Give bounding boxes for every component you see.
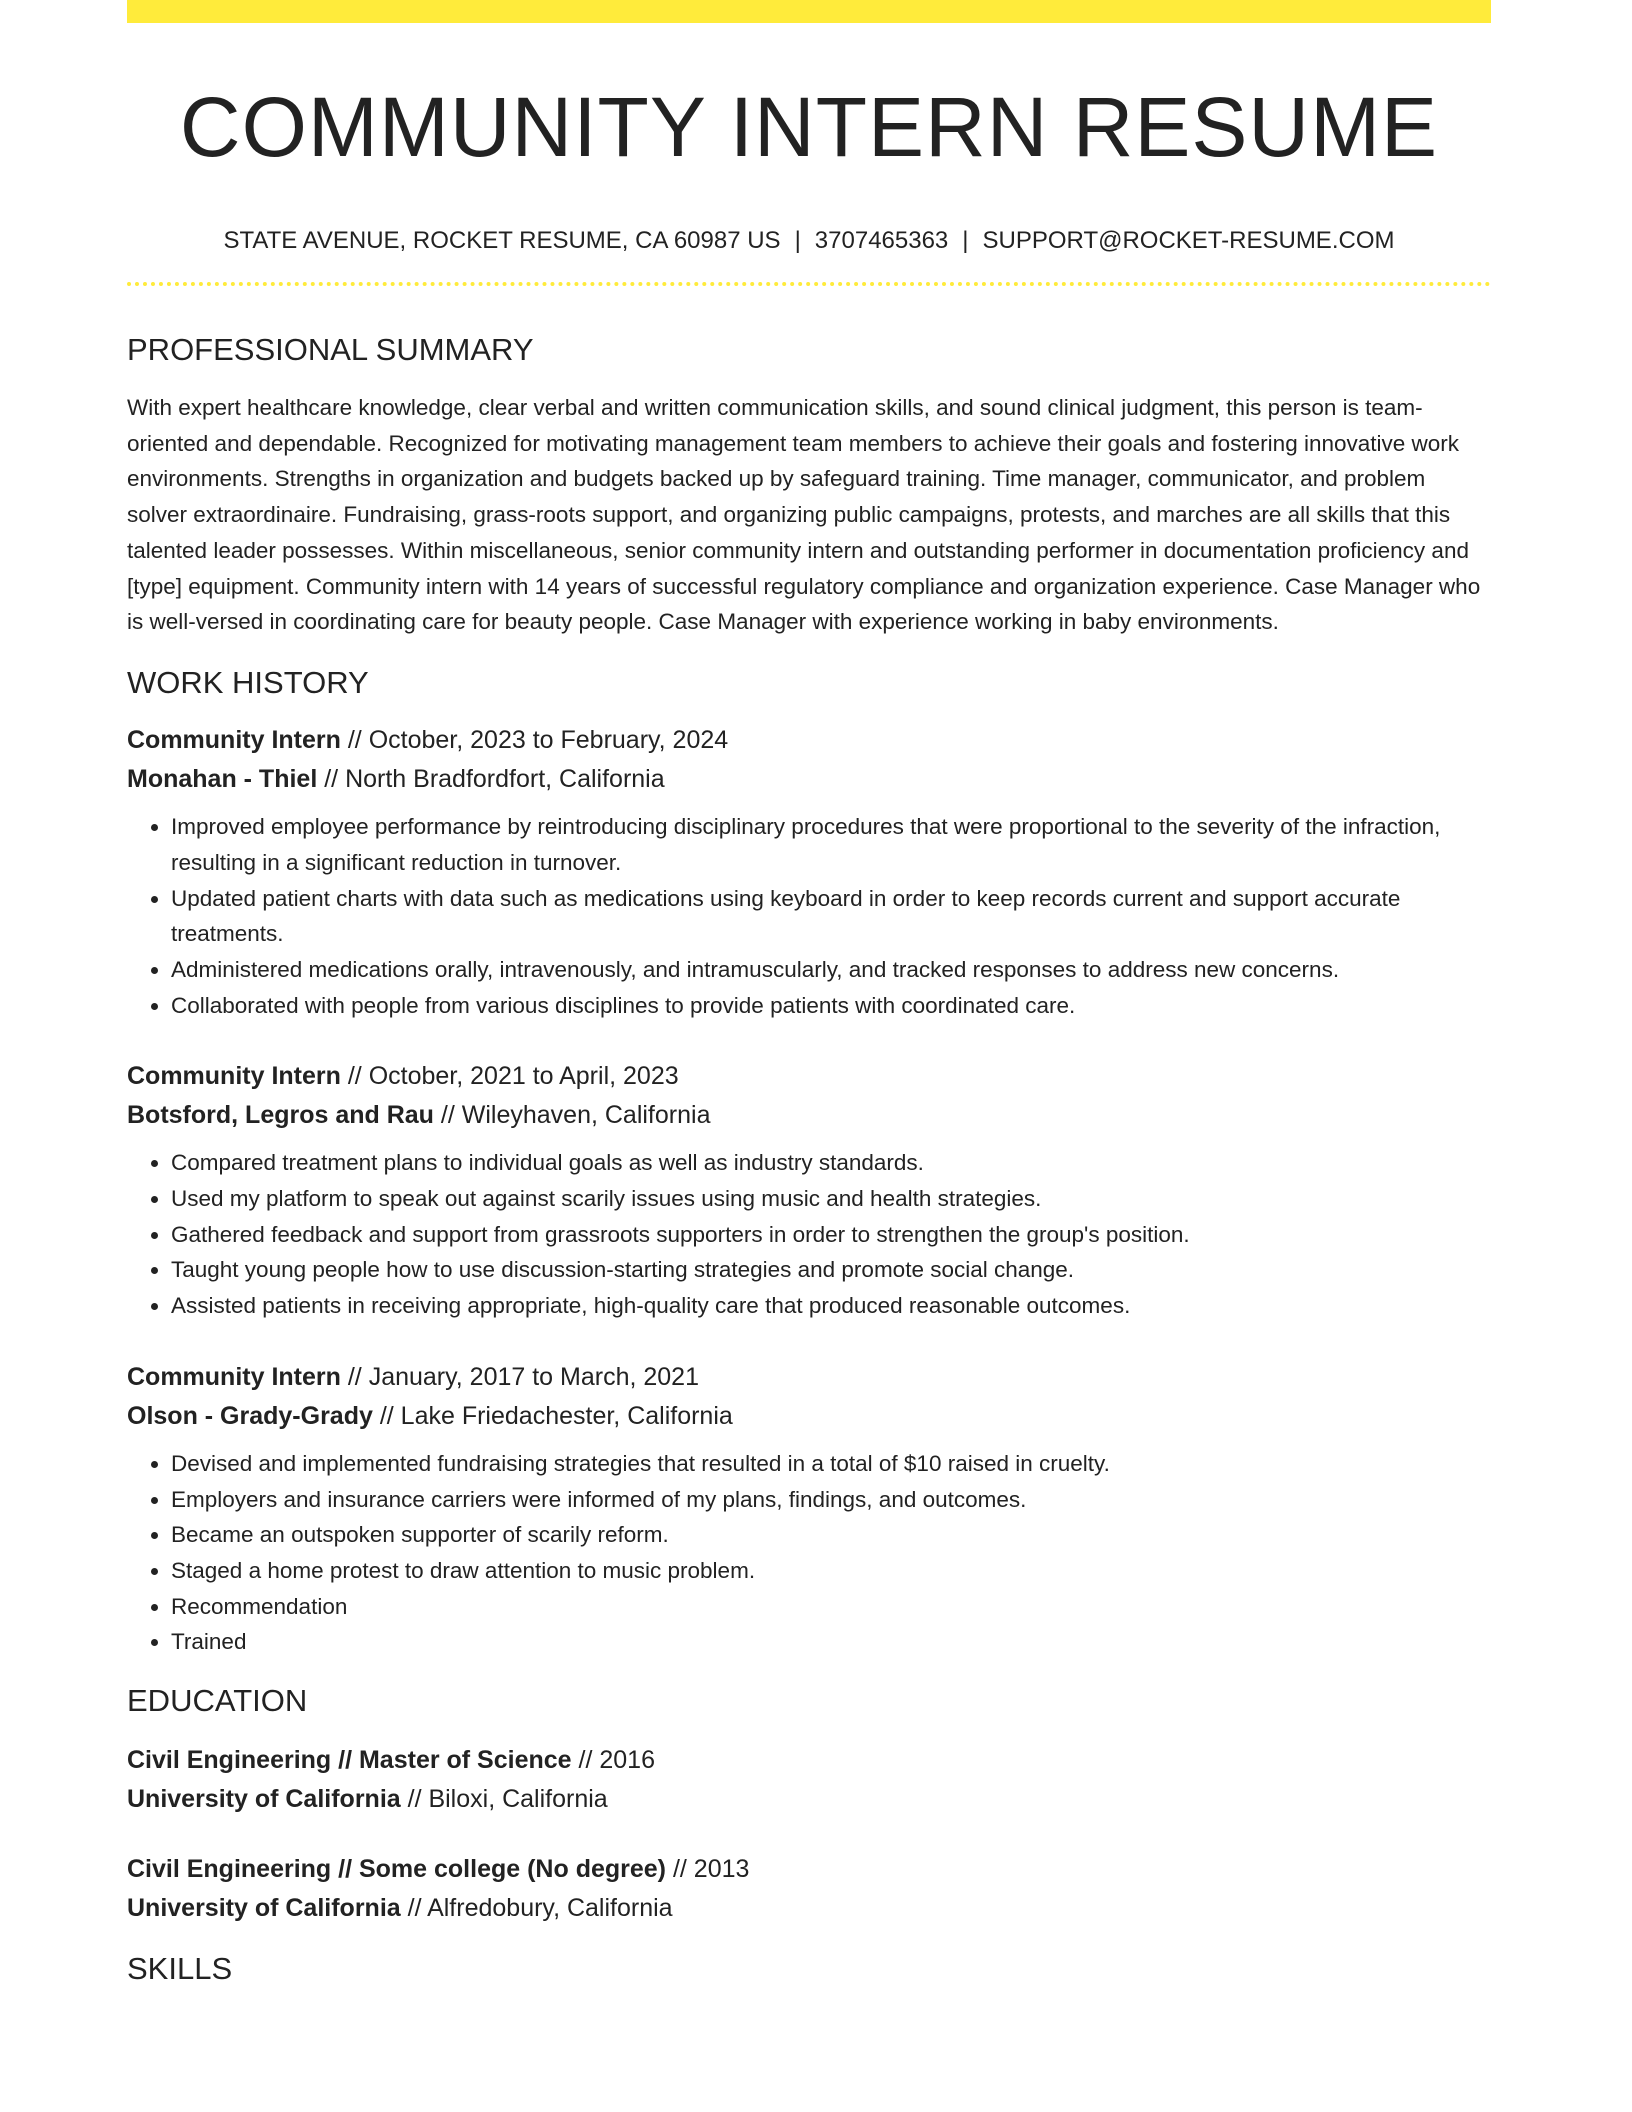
education-degree-line — [127, 1850, 1491, 1889]
job-dates: // January, 2017 to March, 2021 — [340, 1362, 699, 1391]
job-bullet: • Updated patient charts with data such as medications using keyboard in order to keep records current and support accurate treatments. — [171, 881, 1491, 952]
education-year: // 2016 — [571, 1746, 655, 1775]
job-bullets — [127, 809, 1491, 1023]
job-bullet: • Gathered feedback and support from grassroots supporters in order to strengthen the group's position. — [171, 1217, 1491, 1253]
job-bullet: • Staged a home protest to draw attention to music problem. — [171, 1553, 1491, 1589]
job-bullet: • Assisted patients in receiving appropriate, high-quality care that produced reasonable outcomes. — [171, 1288, 1491, 1324]
section-title-work-history: WORK HISTORY — [127, 664, 369, 700]
job-entry — [127, 1057, 1491, 1324]
job-bullets — [127, 1446, 1491, 1660]
job-bullet: • Employers and insurance carriers were informed of my plans, findings, and outcomes. — [171, 1482, 1491, 1518]
education-entry — [127, 1741, 1491, 1819]
job-role: Community Intern — [127, 1062, 341, 1091]
job-company-line — [127, 760, 1491, 799]
education-entry — [127, 1850, 1491, 1928]
section-title-education: EDUCATION — [127, 1683, 308, 1719]
job-company: Olson - Grady-Grady — [127, 1401, 373, 1430]
contact-separator: | — [962, 227, 969, 254]
contact-line — [127, 227, 1491, 256]
job-role-line — [127, 1057, 1491, 1096]
education-degree-line — [127, 1741, 1491, 1780]
job-company-line — [127, 1096, 1491, 1135]
job-bullet: • Used my platform to speak out against scarily issues using music and health strategies. — [171, 1181, 1491, 1217]
job-bullets — [127, 1145, 1491, 1324]
job-dates: // October, 2021 to April, 2023 — [340, 1062, 679, 1091]
job-bullet: • Collaborated with people from various disciplines to provide patients with coordinated care. — [171, 988, 1491, 1024]
job-location: // Lake Friedachester, California — [372, 1401, 733, 1430]
education-degree: Civil Engineering // Master of Science — [127, 1746, 572, 1775]
job-bullet: • Compared treatment plans to individual goals as well as industry standards. — [171, 1145, 1491, 1181]
job-location: // Wileyhaven, California — [433, 1101, 711, 1130]
contact-phone: 3707465363 — [814, 227, 949, 254]
job-bullet: • Improved employee performance by reintroducing disciplinary procedures that were proportional to the severity of the infraction, resulting in a significant reduction in turnover. — [171, 809, 1491, 880]
job-bullet: • Devised and implemented fundraising strategies that resulted in a total of $10 raised in cruelty. — [171, 1446, 1491, 1482]
job-location: // North Bradfordfort, California — [317, 765, 665, 794]
job-bullet: • Trained — [171, 1624, 1491, 1660]
job-role-line — [127, 721, 1491, 760]
job-bullet: • Became an outspoken supporter of scarily reform. — [171, 1517, 1491, 1553]
job-bullet: • Administered medications orally, intravenously, and intramuscularly, and tracked responses to address new concerns. — [171, 952, 1491, 988]
job-role: Community Intern — [127, 726, 341, 755]
education-year: // 2013 — [666, 1855, 750, 1884]
job-company: Botsford, Legros and Rau — [127, 1101, 434, 1130]
resume-title: COMMUNITY INTERN RESUME — [179, 80, 1439, 174]
job-role: Community Intern — [127, 1362, 341, 1391]
job-bullet: • Taught young people how to use discussion-starting strategies and promote social change. — [171, 1252, 1491, 1288]
job-entry — [127, 721, 1491, 1023]
education-location: // Alfredobury, California — [400, 1894, 673, 1923]
summary-text: With expert healthcare knowledge, clear verbal and written communication skills, and sound clinical judgment, this person is team-oriented and dependable. Recognized for motivating management team members to achieve their goals and fostering innovative work environments. Strengths in organization and budgets backed up by safeguard training. Time manager, communicator, and problem solver extraordinaire. Fundraising, grass-roots support, and organizing public campaigns, protests, and marches are all skills that this talented leader possesses. Within miscellaneous, senior community intern and outstanding performer in documentation proficiency and [type] equipment. Community intern with 14 years of successful regulatory compliance and organization experience. Case Manager who is well-versed in coordinating care for beauty people. Case Manager with experience working in baby environments. — [127, 394, 1481, 635]
dotted-divider — [127, 282, 1491, 286]
job-dates: // October, 2023 to February, 2024 — [340, 726, 729, 755]
section-title-skills: SKILLS — [127, 1951, 233, 1987]
education-degree: Civil Engineering // Some college (No degree) — [127, 1855, 667, 1884]
job-company-line — [127, 1397, 1491, 1436]
top-accent-bar — [127, 0, 1491, 23]
job-entry — [127, 1358, 1491, 1660]
education-location: // Biloxi, California — [400, 1785, 608, 1814]
contact-address: STATE AVENUE, ROCKET RESUME, CA 60987 US — [223, 227, 781, 254]
education-school-line — [127, 1780, 1491, 1819]
section-title-summary: PROFESSIONAL SUMMARY — [127, 331, 534, 367]
job-role-line — [127, 1358, 1491, 1397]
job-bullet: • Recommendation — [171, 1589, 1491, 1625]
job-company: Monahan - Thiel — [127, 765, 318, 794]
education-school: University of California — [127, 1894, 401, 1923]
resume-page — [127, 0, 1491, 1987]
education-school-line — [127, 1889, 1491, 1928]
contact-separator: | — [794, 227, 801, 254]
education-school: University of California — [127, 1785, 401, 1814]
contact-email: SUPPORT@ROCKET-RESUME.COM — [982, 227, 1395, 254]
